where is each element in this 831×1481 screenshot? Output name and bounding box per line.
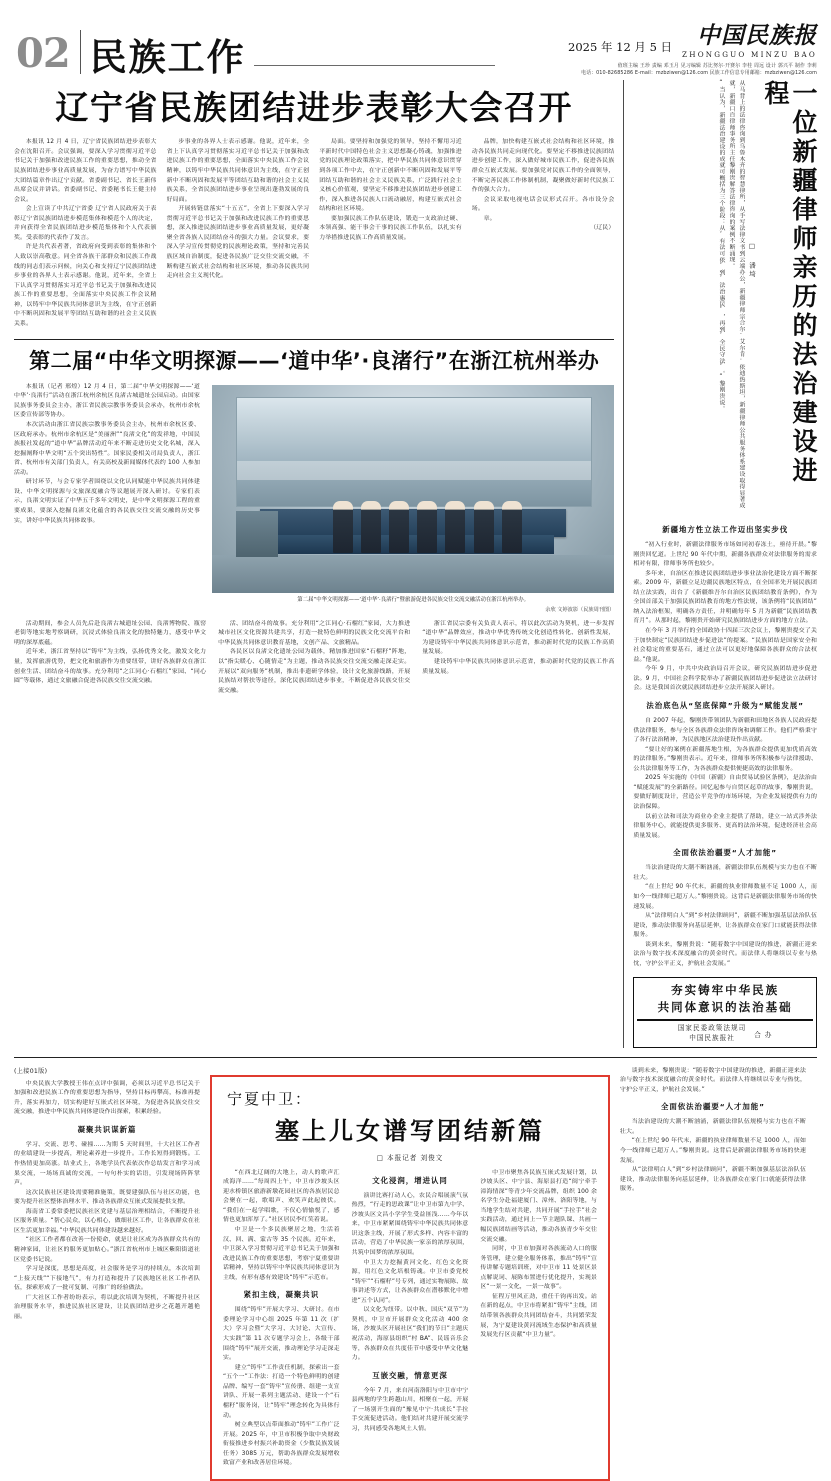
paper-logo	[682, 21, 817, 59]
section-heading: 凝聚共识谋新篇	[77, 1124, 137, 1134]
paragraph: 章。	[483, 215, 496, 222]
paragraph: 多年来，自治区在推进民族团结进步事业法治化建设方面不断探索。2009 年，新疆立足边疆民族地区特点，在全国率先开展民族团结立法实践，出台了《新疆维吾尔自治区民族团结教育条例》，作为全国首部关于加强民族团结教育的地方性法规，该条例将“民族团结”纳入法治框架，明确各方责任，并明确每年 5 月为新疆“民族团结教育月”。从那时起，黎刚贵开始研究民族团结进步方面的地方立法。	[633, 570, 817, 625]
paragraph: 许是共代表者著，省政府向受到表彰的集体和个人致以崇高敬意。同全省各族干部群众和民族工作战线的同志们表示问候，向关心和支持辽宁民族团结进步事业的各界人士表示感谢。他说，近年来，全省上下认真学习贯彻落实习近平总书记关于加强和改进民族工作的重要思想，全面落实中央民族工作会议精神，以铸牢中华民族共同体意识为主线，在守正创新中不断巩固和发展平等团结互助和谐的社会主义民族关系。	[14, 244, 157, 327]
masthead-right	[501, 21, 817, 80]
photo-person	[417, 501, 437, 553]
photo-person	[445, 501, 465, 553]
paragraph: 中卫市聚焦各民族互嵌式发展计划，以沙坡头区、中宁县、海原县打造“闽宁牵手 漳海情深”等青少年交流品牌，组织 100 余名学生分赴福建厦门、漳州、洛阳等地，与当地学生结对共建，共同开展“手拉手”社会实践活动，通过同上一节主题队课、共画一幅民族团结画等活动，推动各族青少年交往交流交融。	[480, 1169, 598, 1243]
column	[218, 620, 410, 697]
paragraph: 广大社区工作者纷纷表示，将以此次培训为契机，不断提升社区治理服务水平，推进民族社区建设，让民族团结进步之花越开越艳丽。	[14, 1294, 200, 1320]
bottom-zone	[14, 1067, 817, 1481]
advert-rule	[637, 1019, 813, 1021]
paragraph: “社区工作者都在改善一份使命，就是让社区成为各族群众共有的精神家园，让社区的服务更加贴心。”浙江省杭州市上城区紫阳街道社区党委书记说。	[14, 1237, 200, 1263]
story-liangzhu-headline: 第二届“中华文明探源——‘道中华’·良渚行”在浙江杭州举办	[29, 348, 600, 373]
story-liaoning-signature: （辽民）	[590, 225, 615, 232]
photo-podium	[236, 511, 278, 557]
paper-name-en: ZHONGGUO MINZU BAO	[682, 49, 817, 59]
paragraph: “要让好的案例在新疆落地生根，为各族群众提供更加优质高效的法律服务。”黎刚贵表示。近年来，律师事务所积极参与法律援助、公共法律服务等工作，为各族群众提供便捷高效的法律服务。	[633, 746, 817, 772]
paragraph: 本次活动由浙江省民族宗教事务委员会主办，杭州市余杭区委、区政府承办。杭州市余杭区是“美丽洲”“良渚文化”的发祥地，中国民族报社发起的“道中华”品牌活动近年来不断走进历史文化名城，深入挖掘阐释中华文明“五个突出特性”。国家民委相关司局负责人，浙江省、杭州市有关部门负责人，有关高校及新闻媒体代表约 100 人参加活动。	[14, 421, 200, 476]
paragraph: 本报讯 12 月 4 日，辽宁省民族团结进步表彰大会在沈阳召开。会议强调，要深入学习贯彻习近平总书记关于加强和改进民族工作的重要思想，推动全省民族团结进步事业高质量发展，为奋力谱写中华民族大团结篇章作出辽宁贡献。省委副书记、省长王新伟出席会议并讲话。省委副书记、省委秘书长王健主持会议。	[14, 139, 157, 203]
vertical-story-author: □ 潘埼	[748, 242, 756, 279]
paragraph: 学习是深度，思想是高度，社会服务是学习的持续点，本次培训“上接天线”“下接地气”，有力打造和提升了民族地区社区工作者队伍，探索形成了一批可复制、可推广的经验做法。	[14, 1266, 200, 1292]
section-heading: 文化浸润，增进认同	[372, 1175, 448, 1185]
paragraph: “在上世纪 90 年代末，新疆的执业律师数量不足 1000 人，而如今一线律师已超万人。”黎刚贵说。这背后是新疆法律服务市场的快速发展。	[620, 1138, 806, 1164]
advert-seal	[633, 977, 817, 1047]
masthead-rule	[254, 65, 495, 66]
paragraph: 局面。要坚持和加强党的领导，坚持不懈用习近平新时代中国特色社会主义思想凝心铸魂，加强推进党的民族理论政策落实，把中华民族共同体意识贯穿到各项工作中去，在守正创新中不断巩固和发展平等团结互助和谐的社会主义民族关系，广泛践行社会主义核心价值观，要坚定不移推进民族团结进步创建工作，深入推进各民族人口流动融居，构建互嵌式社会结构和社区环境。	[319, 139, 462, 213]
advert-box	[633, 977, 817, 1047]
photo-person	[361, 501, 381, 553]
advert-sponsor-2: 中国民族报社	[689, 1033, 735, 1042]
section-heading: 新疆地方性立法工作迈出坚实步伐	[662, 525, 789, 534]
story-liangzhu	[14, 349, 614, 697]
column	[319, 138, 462, 329]
paragraph: “初入行业时，新疆法律服务市场如同初春冻土，亟待开晨。”黎刚贵回忆道。上世纪 90 年代中期，新疆各族群众对法律服务的需求相对有限，律师事务所也较少。	[633, 541, 817, 568]
story-zhongwei-byline: □ 本报记者 刘俊文	[376, 1153, 444, 1162]
paragraph: 海南省工委常委把民族社区党建与基层治理相结合，不断提升社区服务质量。“帮心民众，以心相心，做细社区工作，让各族群众在社区生活更加幸福。”中华民族共同体建设越来越好。	[14, 1208, 200, 1234]
paragraph: 谈到未来，黎刚贵说：“随着数字中国建设的推进，新疆正迎来法治与数字技术深度融合的黄金时代。而法律人将继续以专业与热忱，守护公平正义，护航社会发展。”	[633, 941, 817, 967]
photo-person	[474, 501, 494, 553]
section-heading: 全面依法治疆要“人才加能”	[660, 1102, 765, 1112]
story-zhongwei-kicker: 宁夏中卫：	[227, 1089, 313, 1108]
column	[14, 383, 200, 616]
paragraph: 今年 7 月，来自河南洛阳与中卫市中宁县两地的学生跨越山川，相聚在一起，开展了一场别开生面的“豫见中宁·共成长”手拉手交流促进活动。他们结对共建开展交流学习，共同感受各地风土人情。	[351, 1387, 469, 1432]
photo-credit: 余欣 文婷波影（民族周刊图）	[545, 606, 615, 613]
paragraph: 在今年 3 月举行的全国政协十四届三次会议上，黎刚贵提交了关于加快制定“民族团结进步促进法”的提案。“民族团结是国家安全和社会稳定的重要基石，通过立法可以更好地保障各族群众的合法权益。”他说。	[633, 628, 817, 663]
vertical-column: 从马背上的法律咨询到乌鲁木齐的智慧律所，从手写法律文书到云端办公，新疆律师宗合尔·艾尔肯·依迪热斯坦，新疆律师公共服务体系建设取得显著成就，新疆口百律师事务所主任黎刚贵解答法律咨询的案例不断涌现。	[727, 80, 744, 509]
story-liaoning-columns	[14, 138, 614, 329]
photo-led-screen	[236, 397, 592, 507]
section-heading: 互嵌交融，情意更深	[372, 1370, 448, 1380]
paragraph: 活动期间，参会人员先后赴良渚古城遗址公园、良渚博物院、瓶窑老街等地实地考察调研，沉浸式体验良渚文化的独特魅力，感受中华文明的深厚底蕴。	[14, 620, 207, 646]
paragraph: 围绕“铸牢”开展大学习、大研讨。在市委理论学习中心组 2025 年第 11 次（扩大）学习会暨“大学习、大讨论、大宣传、大实践”第 11 次专题学习会上，各级干部围绕“铸牢”展开交流，推动理论学习走深走实。	[223, 1307, 340, 1362]
photo-wrap	[212, 385, 614, 613]
credits-line-1: 值班主编 王珍 责编 邓玉月 见习编辑 苏比努尔·开赛尔 李桂 周远 设计 郭兴平 制作 李莉	[617, 62, 817, 69]
paragraph: “在西北辽阔的大地上，动人的歌声汇成海洋……”每周四上午，中卫市沙坡头区迎水桥镇区旅游新墩花园社区的各族居民总会聚在一起，歌唱声、欢笑声此起彼伏。“我们在一起学唱歌，不仅心情愉悦了，感情也更加浑厚了。”社区居民李红笑着说。	[223, 1169, 340, 1224]
paragraph: 开展转链盘落实“十五五”，全省上下要深入学习贯彻习近平总书记关于加强和改进民族工作的重要思想，深入推进民族团结进步事业高质量发展，更好凝聚全省各族人民团结奋斗的强大力量。会议要求，要深入学习宣传贯彻党的民族理论政策，坚持和完善民族区域自治制度，促进各民族广泛交往交流交融，不断构建互嵌式社会结构和社区环境，推动各民族共同走向社会主义现代化。	[166, 206, 310, 280]
advert-joint: 合 办	[754, 1030, 773, 1039]
redbox-wrapper	[210, 1067, 610, 1481]
credits-line-2: 电话：010-82685286 E-mail：mzbziwen@126.com 民族工作信息专用邮箱：mzbziwen@126.com	[581, 70, 817, 77]
left-zone	[14, 80, 614, 1048]
column	[14, 620, 206, 697]
advert-line-1: 夯实铸牢中华民族	[671, 983, 780, 998]
column	[352, 1169, 469, 1469]
advert-sponsor-1: 国家民委政策法规司	[677, 1023, 747, 1032]
section-title: 民族工作	[89, 36, 246, 79]
paragraph: 2025 年实施的《中国（新疆）自由贸易试验区条例》，是法治由“赋能发展”的全新路径。回忆起参与自贸区起草的故事，黎刚贵说，要做好制度设计，营造公平竞争的市场环境，为企业发展提供有力的法治保障。	[633, 775, 817, 811]
paragraph: 征程万里风正劲，重任千钧再出发。站在新的起点，中卫市将紧扣“铸牢”主线，团结带领各族群众共同团结奋斗，共同繁荣发展，为宁夏建设黄河流域生态保护和高质量发展先行区贡献“中卫力量”。	[480, 1293, 598, 1339]
page-body	[14, 80, 817, 1048]
continued-note: (上接01版)	[14, 1067, 48, 1075]
story-liaoning	[14, 90, 614, 330]
section-heading: 全面依法治疆要“人才加能”	[673, 848, 778, 858]
story-liangzhu-bottom	[14, 620, 614, 697]
story-liangzhu-photo	[212, 385, 614, 593]
paragraph: 同时，中卫市加强对各族流动人口的服务管理，建立健全服务体系，推出“铸牢”宣传讲解专题培训班，对中卫市 11 处景区景点解说词、展陈布置进行优化提升，实现景区“一景一文化，一景一故事”。	[480, 1246, 598, 1291]
paragraph: 这次民族社区建设需要精准施策，既要建强队伍与社区功能，也要为提升社区整体治理水平、推动各族群众互嵌式发展提供支撑。	[14, 1189, 200, 1206]
story-zhongwei	[210, 1075, 610, 1481]
paragraph: 中卫大力挖掘黄河文化、红色文化资源，用红色文化培根铸魂。中卫市委党校“铸牢”“石榴籽”号专列，通过实物展陈、故事讲述等方式，让各族群众在潜移默化中增进“五个认同”。	[351, 1259, 469, 1304]
photo-person	[502, 501, 522, 553]
paragraph: 中央民族大学教授王伟在点评中强调，必须以习近平总书记关于加强和改进民族工作的重要思想为指导，坚持目标再攀高，标准再提升，落实再加力，切实构建好互嵌式社区环境，为促进各民族交往交流交融，推进中华民族共同体建设作出探索，积累经验。	[14, 1080, 200, 1116]
section-heading: 法治底色从“坚底保障”升级为“赋能发展”	[646, 700, 805, 710]
paragraph: 今年 9 月，中共中央政治局召开会议，研究民族团结进步促进法。9 月，中国社会科学院举办了新疆民族团结进步促进法立法研讨会。这是我国首次就民族团结进步立法开展深入研讨。	[633, 666, 817, 692]
paragraph: 演讲比赛打动人心，农民合唱展演气氛热烈，“行走的思政课”让中卫市第九中学、沙坡头区文昌小学学生受益匪浅……今年以来，中卫市紧紧围绕铸牢中华民族共同体意识这条主线，开展了形式多样、内容丰富的活动，营造了中华民族一家亲的浓厚氛围，共筑中国梦的浓厚氛围。	[351, 1192, 469, 1256]
photo-caption: 第二届“中华文明探源——‘道中华’·良渚行”暨旅游促进各民族交往交流交融活动在浙江杭州举办。	[297, 596, 530, 603]
photo-person	[333, 501, 353, 553]
paragraph: 从“法律明白人”到“乡村法律顾问”，新疆不断加强基层法治队伍建设，推动法律服务向基层延伸，让各族群众在家门口就能获得法律服务。	[633, 913, 817, 939]
paragraph: 建立“铸牢”工作责任机制，探索出一套“五个一”工作法：打造一个特色鲜明的创建品牌、编写一套“铸牢”宣传册、组建一支宣讲队、开展一系列主题活动、建设一个“石榴籽”服务岗，让“铸牢”理念转化为具体行动。	[223, 1364, 340, 1419]
paragraph: 本报讯（记者 邢煌）12 月 4 日，第二届“中华文明探源——‘道中华’·良渚行”活动在浙江杭州余杭区良渚古城遗址公园启动。由国家民族事务委员会主办，浙江省民族宗教事务委员会承办，杭州市余杭区委宣传部等协办。	[14, 383, 200, 419]
vertical-story-title: 一位新疆律师亲历的法治建设进程	[761, 80, 818, 486]
paragraph: 学习、交流、思考、碰撞……为期 5 天时间里，十大社区工作者的业绩建设一步提高，理论素养进一步提升。工作长短得到锻炼。工作热情更加高涨。结业式上，各地学员代表依次作总结发言和学习成果交流，一场场真诚的交流，一句句朴实的话语，引发现场阵阵掌声。	[14, 1141, 200, 1187]
story-separator	[14, 339, 614, 340]
paragraph: “在上世纪 90 年代末，新疆的执业律师数量不足 1000 人，而如今一线律师已超万人。”黎刚贵说。这背后是新疆法律服务市场的快速发展。	[633, 884, 817, 910]
photo-floor	[212, 555, 614, 592]
vertical-column: “当认为，新疆法治建设的成就可概括为三个阶段：从‘有法可依’到‘法治惠民’，再到‘全民守法’。”黎刚贵说。	[717, 80, 724, 412]
paragraph: 以前立法和司法为商业办企业主提供了帮助，建立一站式涉外法律服务中心，就能提供更多服务、更高的法治环境，促进经济社会高质量发展。	[633, 813, 817, 839]
publication-date: 2025 年 12 月 5 日	[568, 39, 673, 54]
vertical-story-head	[633, 80, 817, 518]
paragraph: 会上宣读了中共辽宁省委 辽宁省人民政府关于表彰辽宁省民族团结进步模范集体和模范个人的决定，并向获得全省民族团结进步模范集体和个人代表颁奖。受表彰的代表作了发言。	[14, 206, 157, 241]
bottom-separator	[14, 1057, 817, 1058]
continued-story	[14, 1067, 210, 1481]
photo-person	[389, 501, 409, 553]
page-number: 02	[16, 30, 70, 77]
section-heading: 紧扣主线，凝聚共识	[243, 1290, 320, 1300]
paragraph: 浙江省民宗委有关负责人表示，将以此次活动为契机，进一步发挥“道中华”品牌效应，推动中华优秀传统文化创造性转化、创新性发展，为建设铸牢中华民族共同体意识示范省，推动新时代党的民族工作高质量发展。	[422, 620, 615, 656]
column	[422, 620, 614, 697]
vertical-story-columns	[716, 80, 817, 510]
paragraph: 步事业的各界人士表示感谢。他说，近年来，全省上下认真学习贯彻落实习近平总书记关于加强和改进民族工作的重要思想，全面落实中央民族工作会议精神，以铸牢中华民族共同体意识为主线，在守正创新中不断巩固和发展平等团结互助和谐的社会主义民族关系，全省民族团结进步事业呈现出蓬勃发展的良好局面。	[166, 139, 310, 203]
column	[14, 138, 157, 329]
masthead-credits	[501, 63, 817, 78]
paragraph: 中卫是一个多民族聚居之地，生活着汉、回、满、蒙古等 35 个民族。近年来，中卫深入学习贯彻习近平总书记关于加强和改进民族工作的重要思想，考察宁夏重要讲话精神，坚持以铸牢中华民族共同体意识为主线，有形有感有效建设“铸牢”示范市。	[223, 1226, 340, 1281]
paragraph: 要加强民族工作队伍建设，锻造一支政治过硬、本领高强、能干事会干事的民族工作队伍，以扎实有力举措推进民族工作高质量发展。	[319, 215, 462, 241]
story-liaoning-headline: 辽宁省民族团结进步表彰大会召开	[55, 88, 573, 127]
column	[480, 1169, 597, 1469]
vertical-rule	[623, 80, 624, 1048]
paragraph: 谈到未来，黎刚贵说：“随着数字中国建设的推进，新疆正迎来法治与数字技术深度融合的黄金时代。而法律人将继续以专业与热忱，守护公平正义，护航社会发展。”	[620, 1067, 806, 1093]
column	[472, 138, 615, 329]
paper-name: 中国民族报	[697, 21, 817, 49]
paragraph: 从“法律明白人”到“乡村法律顾问”，新疆不断加强基层法治队伍建设，推动法律服务向基层延伸，让各族群众在家门口就能获得法律服务。	[620, 1167, 806, 1193]
masthead	[14, 0, 817, 80]
column	[223, 1169, 340, 1469]
column	[167, 138, 310, 329]
masthead-divider	[80, 30, 81, 74]
paragraph: 研讨环节，与会专家学者围绕以文化认同赋能中华民族共同体建设、中华文明探源与文旅深度融合等议题展开深入研讨。专家们表示，良渚文明实证了中华五千多年文明史，是中华文明探源工程的重要成果，要深入挖掘良渚文化蕴含的各民族交往交流交融的历史事实，讲好中华民族共同体故事。	[14, 479, 200, 524]
advert-sponsors	[678, 1024, 746, 1044]
paragraph: 树立典型以点带面推动“铸牢”工作广泛开展。2025 年，中卫市积极争取中央财政衔接推进乡村振兴补助资金（少数民族发展任务）3085 万元，帮助各族群众发展增收致富产业和改善居住环境。	[223, 1422, 340, 1467]
paragraph: 品牌，加快构建互嵌式社会结构和社区环境，推动各民族共同走向现代化。要坚定不移推进民族团结进步创建工作，深入做好城市民族工作，促进各民族群众互嵌式发展。要加强党对民族工作的全面领导，不断完善民族工作体制机制，凝聚做好新时代民族工作的强大合力。	[471, 139, 615, 194]
photo-column	[212, 383, 614, 616]
vertical-story-body	[633, 524, 817, 969]
photo-screen-band	[237, 461, 591, 480]
paragraph: 以文化为纽带。以中秋、国庆“双节”为契机，中卫市开展群众文化活动 400 余场，沙坡头区开展社区“我们的节日”主题庆祝活动，海原县组织“村 BA”、民谣音乐会等，各族群众在共度佳节中感受中华文化魅力。	[351, 1307, 469, 1362]
right-zone	[633, 80, 817, 1048]
vertical-story-tail	[610, 1067, 806, 1481]
paragraph: 各民区以良渚文化遗址公园为载体，精加推进国家“石榴籽”阵地，以“指尖暖心、心随情走”为主题，推动各民族交往交流交融走深走实。开展以“双向服务”机制，推出非遗研学体验，设计文化旅游线路，开展民族结对帮扶等途径，深化民族团结进步事业，不断促进各民族交往交流交融。	[218, 649, 411, 694]
paragraph: 近年来，浙江省坚持以“铸牢”为主线，弘扬优秀文化，激发文化力量，发挥旅游优势，把文化和旅游作为重要纽带，讲好各族群众在浙江创业生活、团结奋斗的故事。充分利用“之江同心·石榴红”家园、“同心圆”等载体，通过文旅融合促进各民族交往交流交融。	[14, 649, 207, 685]
paragraph: 活、团结奋斗的故事。充分利用“之江同心·石榴红”家园，大力推进城市社区文化资源共建共享，打造一批特色鲜明的民族文化交流平台和中华民族共同体意识教育基地，文创产品、文旅精品。	[218, 620, 411, 646]
advert-footer	[637, 1024, 813, 1044]
paragraph: 会议采取电视电话会议形式召开。各市设分会场。	[471, 196, 615, 213]
paragraph: 自 2007 年起，黎刚贵带领团队为新疆和田地区各族人民政府提供法律服务，参与全区各族群众法律咨询和调解工作。他们严格秉守了各行法治精神，为民族地区法治建设作出贡献。	[633, 717, 817, 744]
paragraph: 当法治建设的大潮不断汹涌，新疆法律队伍规模与实力也在不断壮大。	[620, 1119, 806, 1135]
story-liangzhu-top	[14, 383, 614, 616]
paragraph: 建设铸牢中华民族共同体意识示范省，推动新时代党的民族工作高质量发展。	[422, 659, 615, 675]
advert-line-2: 共同体意识的法治基础	[657, 1000, 793, 1015]
masthead-date-row	[501, 21, 817, 59]
story-zhongwei-title: 塞上儿女谱写团结新篇	[275, 1115, 545, 1145]
story-zhongwei-columns	[223, 1169, 597, 1469]
paragraph: 当法治建设的大潮不断汹涌，新疆法律队伍规模与实力也在不断壮大。	[633, 865, 817, 881]
